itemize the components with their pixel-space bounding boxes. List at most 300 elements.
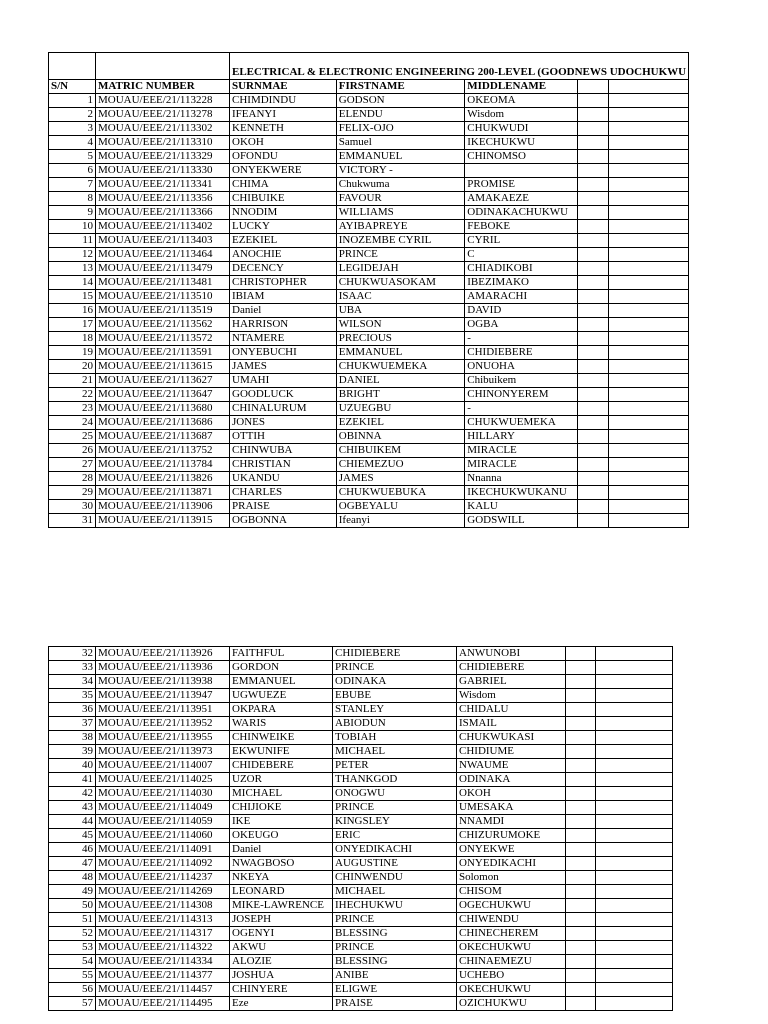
cell-firstname: BLESSING — [333, 927, 457, 941]
cell-surname: NWAGBOSO — [230, 857, 333, 871]
blank-cell — [609, 178, 689, 192]
cell-surname: Daniel — [230, 843, 333, 857]
blank-cell — [578, 248, 609, 262]
table-row — [49, 759, 673, 773]
cell-middlename: Wisdom — [465, 108, 578, 122]
cell-middlename: UCHEBO — [457, 969, 566, 983]
cell-sn: 47 — [49, 857, 96, 871]
cell-firstname: CHUKWUEMEKA — [336, 360, 465, 374]
cell-middlename: ONUOHA — [465, 360, 578, 374]
cell-middlename: C — [465, 248, 578, 262]
table-row — [49, 164, 689, 178]
cell-sn: 46 — [49, 843, 96, 857]
cell-matric-number: MOUAU/EEE/21/113871 — [96, 486, 230, 500]
cell-firstname: OBINNA — [336, 430, 465, 444]
blank-cell — [566, 787, 596, 801]
cell-middlename: ODINAKA — [457, 773, 566, 787]
table-row — [49, 661, 673, 675]
blank-cell — [578, 318, 609, 332]
cell-matric-number: MOUAU/EEE/21/113686 — [96, 416, 230, 430]
cell-middlename: GABRIEL — [457, 675, 566, 689]
cell-matric-number: MOUAU/EEE/21/113752 — [96, 444, 230, 458]
cell-surname: CHINALURUM — [230, 402, 337, 416]
cell-surname: JAMES — [230, 360, 337, 374]
table-row — [49, 787, 673, 801]
cell-matric-number: MOUAU/EEE/21/113936 — [96, 661, 230, 675]
cell-matric-number: MOUAU/EEE/21/114049 — [96, 801, 230, 815]
cell-surname: ONYEBUCHI — [230, 346, 337, 360]
cell-matric-number: MOUAU/EEE/21/114269 — [96, 885, 230, 899]
blank-cell — [609, 472, 689, 486]
cell-firstname: CHIEMEZUO — [336, 458, 465, 472]
blank-cell — [578, 122, 609, 136]
cell-sn: 13 — [49, 262, 96, 276]
blank-cell — [566, 871, 596, 885]
blank-cell — [578, 402, 609, 416]
cell-middlename: AMARACHI — [465, 290, 578, 304]
cell-sn: 22 — [49, 388, 96, 402]
cell-middlename: CHUKWUKASI — [457, 731, 566, 745]
cell-firstname: PETER — [333, 759, 457, 773]
cell-surname: CHRISTIAN — [230, 458, 337, 472]
cell-surname: NTAMERE — [230, 332, 337, 346]
cell-sn: 41 — [49, 773, 96, 787]
blank-cell — [609, 276, 689, 290]
table-row — [49, 136, 689, 150]
blank-cell — [578, 458, 609, 472]
cell-middlename: OGBA — [465, 318, 578, 332]
cell-surname: IFEANYI — [230, 108, 337, 122]
blank-cell — [578, 444, 609, 458]
cell-middlename: FEBOKE — [465, 220, 578, 234]
blank-cell — [596, 731, 673, 745]
cell-sn: 36 — [49, 703, 96, 717]
cell-middlename: - — [465, 402, 578, 416]
table-row — [49, 402, 689, 416]
cell-surname: IKE — [230, 815, 333, 829]
blank-cell — [566, 801, 596, 815]
cell-matric-number: MOUAU/EEE/21/113826 — [96, 472, 230, 486]
table-row — [49, 745, 673, 759]
table-row — [49, 969, 673, 983]
cell-matric-number: MOUAU/EEE/21/113906 — [96, 500, 230, 514]
table-row — [49, 94, 689, 108]
cell-surname: DECENCY — [230, 262, 337, 276]
cell-sn: 5 — [49, 150, 96, 164]
blank-cell — [609, 248, 689, 262]
cell-sn: 49 — [49, 885, 96, 899]
cell-matric-number: MOUAU/EEE/21/113951 — [96, 703, 230, 717]
cell-surname: OTTIH — [230, 430, 337, 444]
cell-surname: LUCKY — [230, 220, 337, 234]
table-row — [49, 430, 689, 444]
cell-sn: 56 — [49, 983, 96, 997]
cell-matric-number: MOUAU/EEE/21/113915 — [96, 514, 230, 528]
cell-matric-number: MOUAU/EEE/21/113464 — [96, 248, 230, 262]
cell-sn: 48 — [49, 871, 96, 885]
blank-cell — [566, 997, 596, 1011]
blank-cell — [578, 472, 609, 486]
cell-middlename: CHIDALU — [457, 703, 566, 717]
cell-firstname: IHECHUKWU — [333, 899, 457, 913]
blank-cell — [596, 661, 673, 675]
cell-surname: MIKE-LAWRENCE — [230, 899, 333, 913]
cell-sn: 8 — [49, 192, 96, 206]
cell-surname: UZOR — [230, 773, 333, 787]
blank-cell — [566, 885, 596, 899]
cell-middlename: Wisdom — [457, 689, 566, 703]
cell-sn: 38 — [49, 731, 96, 745]
cell-sn: 2 — [49, 108, 96, 122]
cell-firstname: CHIBUIKEM — [336, 444, 465, 458]
table-row — [49, 346, 689, 360]
blank-cell — [596, 913, 673, 927]
blank-header-cell — [609, 80, 689, 94]
cell-sn: 24 — [49, 416, 96, 430]
cell-middlename: IKECHUKWUKANU — [465, 486, 578, 500]
cell-firstname: ONOGWU — [333, 787, 457, 801]
cell-sn: 37 — [49, 717, 96, 731]
cell-matric-number: MOUAU/EEE/21/114308 — [96, 899, 230, 913]
blank-cell — [609, 318, 689, 332]
cell-matric-number: MOUAU/EEE/21/114377 — [96, 969, 230, 983]
blank-cell — [609, 332, 689, 346]
cell-middlename: MIRACLE — [465, 444, 578, 458]
cell-sn: 25 — [49, 430, 96, 444]
cell-middlename: CHUKWUDI — [465, 122, 578, 136]
blank-cell — [596, 745, 673, 759]
blank-cell — [609, 234, 689, 248]
cell-middlename: ONYEDIKACHI — [457, 857, 566, 871]
cell-middlename: OGECHUKWU — [457, 899, 566, 913]
cell-surname: NNODIM — [230, 206, 337, 220]
blank-cell — [609, 108, 689, 122]
cell-surname: CHIMA — [230, 178, 337, 192]
blank-cell — [578, 262, 609, 276]
blank-cell — [609, 444, 689, 458]
cell-surname: IBIAM — [230, 290, 337, 304]
blank-cell — [49, 53, 96, 80]
cell-middlename: Nnanna — [465, 472, 578, 486]
cell-firstname: FELIX-OJO — [336, 122, 465, 136]
cell-matric-number: MOUAU/EEE/21/114059 — [96, 815, 230, 829]
table-row — [49, 374, 689, 388]
cell-firstname: Chukwuma — [336, 178, 465, 192]
blank-cell — [596, 983, 673, 997]
blank-cell — [566, 941, 596, 955]
table-row — [49, 647, 673, 661]
blank-cell — [566, 843, 596, 857]
cell-middlename: CHINOMSO — [465, 150, 578, 164]
blank-cell — [578, 304, 609, 318]
blank-cell — [566, 661, 596, 675]
cell-surname: LEONARD — [230, 885, 333, 899]
cell-matric-number: MOUAU/EEE/21/113481 — [96, 276, 230, 290]
table-row — [49, 514, 689, 528]
header-middlename: MIDDLENAME — [465, 80, 578, 94]
cell-middlename: CHIDIUME — [457, 745, 566, 759]
cell-matric-number: MOUAU/EEE/21/114322 — [96, 941, 230, 955]
blank-cell — [596, 871, 673, 885]
table-row — [49, 192, 689, 206]
cell-matric-number: MOUAU/EEE/21/113952 — [96, 717, 230, 731]
cell-sn: 16 — [49, 304, 96, 318]
table-row — [49, 444, 689, 458]
blank-cell — [596, 647, 673, 661]
blank-cell — [578, 150, 609, 164]
cell-middlename: CHINECHEREM — [457, 927, 566, 941]
cell-firstname: ELIGWE — [333, 983, 457, 997]
cell-surname: OKEUGO — [230, 829, 333, 843]
blank-cell — [578, 164, 609, 178]
blank-cell — [609, 122, 689, 136]
cell-firstname: ERIC — [333, 829, 457, 843]
cell-firstname: ODINAKA — [333, 675, 457, 689]
cell-middlename: CHIADIKOBI — [465, 262, 578, 276]
cell-surname: JONES — [230, 416, 337, 430]
blank-cell — [596, 717, 673, 731]
blank-cell — [596, 857, 673, 871]
blank-cell — [609, 416, 689, 430]
cell-sn: 31 — [49, 514, 96, 528]
cell-matric-number: MOUAU/EEE/21/113938 — [96, 675, 230, 689]
cell-middlename: OKEOMA — [465, 94, 578, 108]
cell-middlename: CHUKWUEMEKA — [465, 416, 578, 430]
cell-firstname: MICHAEL — [333, 745, 457, 759]
table-row — [49, 997, 673, 1011]
blank-cell — [609, 346, 689, 360]
cell-firstname: THANKGOD — [333, 773, 457, 787]
blank-cell — [578, 514, 609, 528]
cell-firstname: WILLIAMS — [336, 206, 465, 220]
cell-firstname: AYIBAPREYE — [336, 220, 465, 234]
blank-cell — [596, 829, 673, 843]
table-row — [49, 234, 689, 248]
blank-cell — [596, 801, 673, 815]
blank-cell — [578, 94, 609, 108]
cell-firstname: PRINCE — [333, 661, 457, 675]
table-row — [49, 122, 689, 136]
cell-sn: 7 — [49, 178, 96, 192]
blank-cell — [609, 304, 689, 318]
cell-middlename: ISMAIL — [457, 717, 566, 731]
cell-firstname: CHIDIEBERE — [333, 647, 457, 661]
cell-sn: 35 — [49, 689, 96, 703]
cell-matric-number: MOUAU/EEE/21/114092 — [96, 857, 230, 871]
cell-sn: 51 — [49, 913, 96, 927]
cell-matric-number: MOUAU/EEE/21/113356 — [96, 192, 230, 206]
cell-middlename: ODINAKACHUKWU — [465, 206, 578, 220]
cell-matric-number: MOUAU/EEE/21/113479 — [96, 262, 230, 276]
cell-firstname: GODSON — [336, 94, 465, 108]
table-row — [49, 220, 689, 234]
cell-sn: 23 — [49, 402, 96, 416]
cell-firstname: BRIGHT — [336, 388, 465, 402]
cell-surname: EZEKIEL — [230, 234, 337, 248]
table-row — [49, 773, 673, 787]
cell-surname: CHIDEBERE — [230, 759, 333, 773]
cell-sn: 27 — [49, 458, 96, 472]
blank-cell — [609, 360, 689, 374]
cell-firstname: BLESSING — [333, 955, 457, 969]
cell-surname: FAITHFUL — [230, 647, 333, 661]
cell-matric-number: MOUAU/EEE/21/113302 — [96, 122, 230, 136]
cell-surname: GORDON — [230, 661, 333, 675]
cell-firstname: WILSON — [336, 318, 465, 332]
cell-matric-number: MOUAU/EEE/21/114007 — [96, 759, 230, 773]
cell-sn: 10 — [49, 220, 96, 234]
cell-surname: ALOZIE — [230, 955, 333, 969]
cell-firstname: CHUKWUASOKAM — [336, 276, 465, 290]
cell-sn: 17 — [49, 318, 96, 332]
blank-cell — [596, 773, 673, 787]
cell-middlename: CHIZURUMOKE — [457, 829, 566, 843]
cell-sn: 26 — [49, 444, 96, 458]
table-row — [49, 857, 673, 871]
title-row — [49, 53, 689, 80]
table-row — [49, 829, 673, 843]
table-row — [49, 262, 689, 276]
table-row — [49, 500, 689, 514]
cell-matric-number: MOUAU/EEE/21/113947 — [96, 689, 230, 703]
blank-cell — [578, 346, 609, 360]
cell-sn: 9 — [49, 206, 96, 220]
blank-cell — [578, 486, 609, 500]
cell-firstname: EBUBE — [333, 689, 457, 703]
table-row — [49, 815, 673, 829]
cell-matric-number: MOUAU/EEE/21/114060 — [96, 829, 230, 843]
cell-middlename: OKECHUKWU — [457, 983, 566, 997]
blank-cell — [609, 486, 689, 500]
cell-middlename: UMESAKA — [457, 801, 566, 815]
blank-cell — [596, 675, 673, 689]
cell-firstname: JAMES — [336, 472, 465, 486]
blank-cell — [609, 192, 689, 206]
cell-firstname: AUGUSTINE — [333, 857, 457, 871]
cell-surname: UMAHI — [230, 374, 337, 388]
cell-firstname: Samuel — [336, 136, 465, 150]
cell-matric-number: MOUAU/EEE/21/114457 — [96, 983, 230, 997]
cell-sn: 33 — [49, 661, 96, 675]
cell-sn: 57 — [49, 997, 96, 1011]
cell-middlename: HILLARY — [465, 430, 578, 444]
blank-cell — [566, 829, 596, 843]
cell-sn: 18 — [49, 332, 96, 346]
cell-firstname: MICHAEL — [333, 885, 457, 899]
cell-sn: 3 — [49, 122, 96, 136]
cell-middlename: NWAUME — [457, 759, 566, 773]
table-row — [49, 689, 673, 703]
blank-cell — [609, 94, 689, 108]
blank-cell — [609, 500, 689, 514]
blank-cell — [578, 234, 609, 248]
table-row — [49, 360, 689, 374]
cell-surname: OGENYI — [230, 927, 333, 941]
blank-cell — [578, 192, 609, 206]
cell-surname: PRAISE — [230, 500, 337, 514]
blank-cell — [596, 843, 673, 857]
cell-surname: CHIBUIKE — [230, 192, 337, 206]
blank-cell — [578, 206, 609, 220]
cell-matric-number: MOUAU/EEE/21/113330 — [96, 164, 230, 178]
cell-sn: 50 — [49, 899, 96, 913]
cell-surname: OKOH — [230, 136, 337, 150]
cell-sn: 15 — [49, 290, 96, 304]
cell-surname: UKANDU — [230, 472, 337, 486]
cell-matric-number: MOUAU/EEE/21/113278 — [96, 108, 230, 122]
table-row — [49, 927, 673, 941]
header-surname: SURNMAE — [230, 80, 337, 94]
cell-sn: 44 — [49, 815, 96, 829]
blank-cell — [596, 899, 673, 913]
blank-cell — [566, 899, 596, 913]
cell-sn: 29 — [49, 486, 96, 500]
cell-sn: 39 — [49, 745, 96, 759]
table-row — [49, 941, 673, 955]
table-row — [49, 416, 689, 430]
cell-surname: WARIS — [230, 717, 333, 731]
cell-firstname: UZUEGBU — [336, 402, 465, 416]
blank-cell — [596, 815, 673, 829]
cell-firstname: INOZEMBE CYRIL — [336, 234, 465, 248]
cell-matric-number: MOUAU/EEE/21/113572 — [96, 332, 230, 346]
blank-cell — [596, 955, 673, 969]
cell-firstname: OGBEYALU — [336, 500, 465, 514]
blank-header-cell — [578, 80, 609, 94]
table-row — [49, 955, 673, 969]
cell-matric-number: MOUAU/EEE/21/114317 — [96, 927, 230, 941]
cell-middlename: PROMISE — [465, 178, 578, 192]
cell-matric-number: MOUAU/EEE/21/113402 — [96, 220, 230, 234]
table-row — [49, 318, 689, 332]
cell-middlename: KALU — [465, 500, 578, 514]
cell-surname: JOSEPH — [230, 913, 333, 927]
blank-cell — [578, 416, 609, 430]
cell-middlename: CHINAEMEZU — [457, 955, 566, 969]
blank-cell — [609, 514, 689, 528]
cell-surname: UGWUEZE — [230, 689, 333, 703]
cell-matric-number: MOUAU/EEE/21/113366 — [96, 206, 230, 220]
cell-middlename: CHIDIEBERE — [465, 346, 578, 360]
blank-cell — [578, 108, 609, 122]
cell-firstname: ANIBE — [333, 969, 457, 983]
table-row — [49, 472, 689, 486]
cell-matric-number: MOUAU/EEE/21/114313 — [96, 913, 230, 927]
blank-cell — [96, 53, 230, 80]
table-row — [49, 801, 673, 815]
cell-sn: 54 — [49, 955, 96, 969]
cell-surname: CHRISTOPHER — [230, 276, 337, 290]
blank-cell — [609, 402, 689, 416]
cell-surname: ONYEKWERE — [230, 164, 337, 178]
cell-middlename: OZICHUKWU — [457, 997, 566, 1011]
blank-cell — [566, 983, 596, 997]
blank-cell — [578, 178, 609, 192]
cell-sn: 11 — [49, 234, 96, 248]
cell-matric-number: MOUAU/EEE/21/113562 — [96, 318, 230, 332]
cell-surname: EMMANUEL — [230, 675, 333, 689]
cell-firstname: STANLEY — [333, 703, 457, 717]
cell-middlename: IKECHUKWU — [465, 136, 578, 150]
cell-firstname: ABIODUN — [333, 717, 457, 731]
table-row — [49, 108, 689, 122]
blank-cell — [596, 997, 673, 1011]
cell-matric-number: MOUAU/EEE/21/113973 — [96, 745, 230, 759]
cell-surname: NKEYA — [230, 871, 333, 885]
cell-matric-number: MOUAU/EEE/21/113615 — [96, 360, 230, 374]
blank-cell — [578, 220, 609, 234]
blank-cell — [566, 745, 596, 759]
